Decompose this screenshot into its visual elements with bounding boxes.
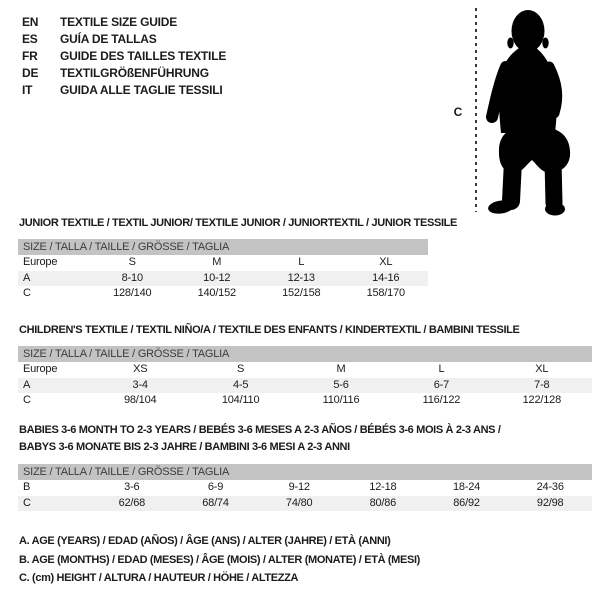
junior-section-title: JUNIOR TEXTILE / TEXTIL JUNIOR/ TEXTILE JUNIOR / JUNIORTEXTIL / JUNIOR TESSILE: [19, 217, 458, 229]
age-cell: 6-7: [433, 378, 450, 391]
lang-code: DE: [22, 66, 39, 80]
row-label: C: [23, 394, 31, 406]
age-cell: 14-16: [372, 271, 400, 284]
row-label: Europe: [23, 256, 58, 268]
row-label: C: [23, 287, 31, 299]
table-row-age-months: [18, 480, 592, 496]
table-row-height: [18, 496, 592, 512]
size-cell: XL: [535, 363, 549, 375]
lang-row-it: [22, 82, 226, 99]
table-row-height: [18, 393, 592, 409]
height-cell: 110/116: [322, 394, 360, 406]
footnote-c: C. (cm) HEIGHT / ALTURA / HAUTEUR / HÖHE / ALTEZZA: [19, 572, 299, 584]
lang-row-es: [22, 31, 226, 48]
height-dashed-line: [475, 8, 477, 212]
lang-code: ES: [22, 32, 38, 46]
size-cell: S: [237, 363, 245, 375]
height-cell: 104/110: [221, 394, 260, 406]
lang-title: GUIDE DES TAILLES TEXTILE: [60, 49, 227, 63]
height-cell: 74/80: [285, 496, 313, 509]
row-label: Europe: [23, 363, 58, 375]
size-header-bar: SIZE / TALLA / TAILLE / GRÖSSE / TAGLIA: [18, 239, 428, 255]
age-cell: 3-6: [124, 481, 140, 493]
age-cell: 9-12: [288, 481, 310, 493]
table-row-age: [18, 271, 428, 287]
height-measure-label: C: [453, 105, 463, 119]
lang-title: GUIDA ALLE TAGLIE TESSILI: [60, 83, 223, 97]
age-cell: 4-5: [232, 378, 249, 391]
footnotes: [19, 532, 420, 588]
age-cell: 3-4: [132, 378, 148, 391]
table-row-height: [18, 286, 428, 302]
row-label: A: [23, 378, 31, 391]
size-cell: XL: [379, 256, 393, 268]
table-row-europe: [18, 362, 592, 378]
row-label: A: [23, 271, 31, 284]
age-cell: 7-8: [534, 378, 550, 391]
children-section-title: CHILDREN'S TEXTILE / TEXTIL NIÑO/A / TEXTILE DES ENFANTS / KINDERTEXTIL / BAMBINI TESSILE: [19, 324, 520, 336]
height-cell: 140/152: [197, 287, 236, 299]
age-cell: 18-24: [452, 481, 481, 493]
lang-code: FR: [22, 49, 38, 63]
age-cell: 8-10: [121, 271, 143, 284]
age-cell: 5-6: [333, 378, 349, 391]
size-cell: M: [212, 256, 222, 268]
lang-row-en: [22, 14, 226, 31]
age-cell: 12-18: [369, 481, 397, 493]
lang-title: TEXTILGRÖßENFÜHRUNG: [60, 66, 209, 80]
size-cell: L: [438, 363, 445, 375]
height-cell: 152/158: [282, 287, 321, 299]
children-size-table: [18, 346, 592, 409]
height-cell: 86/92: [453, 496, 480, 509]
table-row-age: [18, 378, 592, 394]
height-cell: 116/122: [422, 394, 461, 406]
lang-code: EN: [22, 15, 39, 29]
language-header: [22, 14, 226, 99]
size-cell: XS: [133, 363, 148, 375]
size-cell: L: [298, 256, 305, 268]
age-cell: 10-12: [203, 271, 231, 284]
height-cell: 128/140: [113, 287, 152, 299]
babies-size-table: [18, 464, 592, 511]
height-cell: 80/86: [369, 496, 397, 509]
height-cell: 92/98: [536, 496, 564, 509]
footnote-a: A. AGE (YEARS) / EDAD (AÑOS) / ÂGE (ANS) / ALTER (JAHRE) / ETÀ (ANNI): [19, 535, 391, 547]
height-cell: 62/68: [118, 496, 146, 509]
footnote-b: B. AGE (MONTHS) / EDAD (MESES) / ÂGE (MOIS) / ALTER (MONATE) / ETÀ (MESI): [19, 553, 420, 566]
height-cell: 98/104: [123, 394, 157, 406]
junior-size-table: [18, 239, 428, 302]
lang-code: IT: [22, 83, 33, 97]
size-cell: M: [336, 363, 346, 375]
height-cell: 68/74: [202, 496, 229, 509]
height-cell: 122/128: [522, 394, 562, 406]
age-cell: 12-13: [287, 271, 315, 284]
height-cell: 158/170: [366, 287, 405, 299]
size-cell: S: [128, 256, 136, 268]
age-cell: 24-36: [536, 481, 564, 493]
row-label: B: [23, 481, 31, 493]
babies-section-title-line1: BABIES 3-6 MONTH TO 2-3 YEARS / BEBÉS 3-6 MESES A 2-3 AÑOS / BÉBÉS 3-6 MOIS À 2-3 ANS /: [19, 424, 501, 436]
babies-section-title-line2: BABYS 3-6 MONATE BIS 2-3 JAHRE / BAMBINI 3-6 MESI A 2-3 ANNI: [19, 441, 350, 453]
table-row-europe: [18, 255, 428, 271]
lang-row-de: [22, 65, 226, 82]
baby-silhouette-icon: [485, 3, 595, 218]
lang-title: GUÍA DE TALLAS: [60, 32, 157, 46]
lang-row-fr: [22, 48, 226, 65]
age-cell: 6-9: [207, 481, 224, 493]
lang-title: TEXTILE SIZE GUIDE: [60, 15, 178, 29]
size-header-bar: SIZE / TALLA / TAILLE / GRÖSSE / TAGLIA: [18, 346, 592, 362]
size-header-bar: SIZE / TALLA / TAILLE / GRÖSSE / TAGLIA: [18, 464, 592, 480]
row-label: C: [23, 496, 31, 509]
